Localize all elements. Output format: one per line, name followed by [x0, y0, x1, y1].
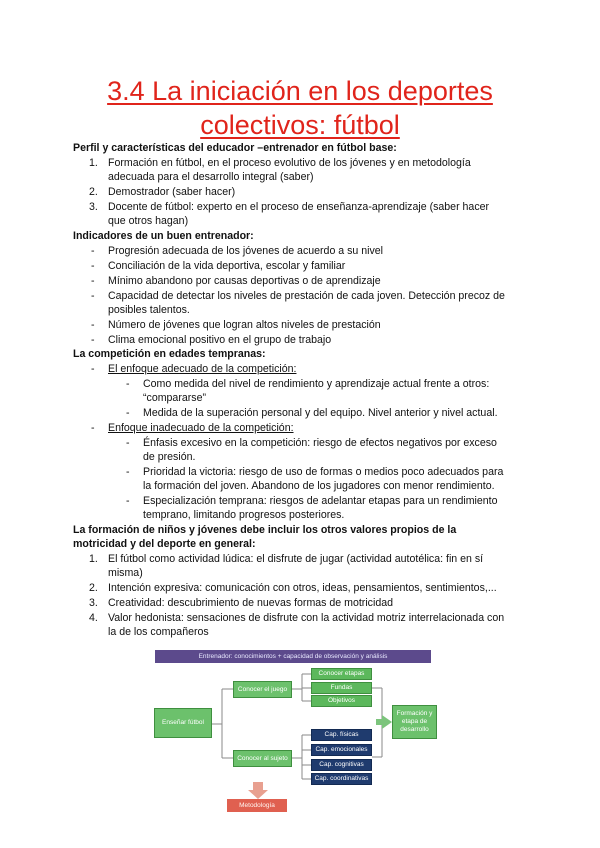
diagram-mid-bottom-box: Conocer al sujeto: [233, 750, 292, 767]
page-title-line-2: colectivos: fútbol: [200, 110, 400, 140]
dash-bullet: -: [91, 334, 95, 346]
list-number: 3.: [89, 201, 98, 213]
list-number: 2.: [89, 582, 98, 594]
diagram-left-box: Enseñar fútbol: [154, 708, 212, 738]
diagram-bottom-box: Metodología: [227, 799, 287, 812]
list-item-text: Énfasis excesivo en la competición: riesgo de efectos negativos por exceso: [143, 437, 497, 449]
arrow-to-right-icon: [376, 715, 392, 729]
list-item-text: Docente de fútbol: experto en el proceso de enseñanza-aprendizaje (saber hacer: [108, 201, 490, 213]
dash-bullet: -: [126, 466, 130, 478]
list-number: 3.: [89, 597, 98, 609]
list-number: 4.: [89, 612, 98, 624]
list-item-text: Como medida del nivel de rendimiento y aprendizaje actual frente a otros:: [143, 378, 490, 390]
list-item-text: posibles talentos.: [108, 304, 190, 316]
list-item-text: Número de jóvenes que logran altos niveles de prestación: [108, 319, 381, 331]
list-item-text: Capacidad de detectar los niveles de prestación de cada joven. Detección precoz de: [108, 290, 505, 302]
group-label: El enfoque adecuado de la competición:: [108, 363, 297, 375]
section4-heading: La formación de niños y jóvenes debe incluir los otros valores propios de la: [73, 524, 457, 536]
arrow-down-icon: [248, 782, 268, 799]
list-item-text: misma): [108, 567, 143, 579]
list-item-text: la formación del joven. Abandono de los jugadores con menor rendimiento.: [143, 480, 495, 492]
dash-bullet: -: [126, 378, 130, 390]
section1-heading: Perfil y características del educador –entrenador en fútbol base:: [73, 142, 397, 154]
list-item-text: “compararse”: [143, 392, 206, 404]
list-item-text: Conciliación de la vida deportiva, escolar y familiar: [108, 260, 346, 272]
dash-bullet: -: [91, 260, 95, 272]
list-item-text: Intención expresiva: comunicación con otros, ideas, pensamientos, sentimientos,...: [108, 582, 497, 594]
list-item-text: Clima emocional positivo en el grupo de trabajo: [108, 334, 332, 346]
list-item-text: temprano, limitando progresos posteriores.: [143, 509, 345, 521]
dash-bullet: -: [126, 407, 130, 419]
list-item-text: Formación en fútbol, en el proceso evolutivo de los jóvenes y en metodología: [108, 157, 471, 169]
section2-heading: Indicadores de un buen entrenador:: [73, 230, 254, 242]
list-item-text: El fútbol como actividad lúdica: el disfrute de jugar (actividad autotélica: fin en sí: [108, 553, 484, 565]
list-item-text: de presión.: [143, 451, 196, 463]
diagram-game-item: Objetivos: [311, 695, 372, 707]
diagram-subject-item: Cap. coordinativas: [311, 773, 372, 785]
list-item-text: la de los compañeros: [108, 626, 209, 638]
group-label: Enfoque inadecuado de la competición:: [108, 422, 294, 434]
diagram-top-banner: Entrenador: conocimientos + capacidad de observación y análisis: [155, 650, 431, 663]
diagram-game-item: Conocer etapas: [311, 668, 372, 680]
page-title-line-1: 3.4 La iniciación en los deportes: [107, 76, 493, 106]
section4-heading: motricidad y del deporte en general:: [73, 538, 256, 550]
list-item-text: Medida de la superación personal y del equipo. Nivel anterior y nivel actual.: [143, 407, 498, 419]
list-item-text: Creatividad: descubrimiento de nuevas formas de motricidad: [108, 597, 393, 609]
dash-bullet: -: [91, 245, 95, 257]
list-item-text: Progresión adecuada de los jóvenes de acuerdo a su nivel: [108, 245, 384, 257]
diagram-subject-item: Cap. cognitivas: [311, 759, 372, 771]
list-item-text: Especialización temprana: riesgos de adelantar etapas para un rendimiento: [143, 495, 498, 507]
dash-bullet: -: [91, 363, 95, 375]
list-item-text: Mínimo abandono por causas deportivas o de aprendizaje: [108, 275, 381, 287]
list-item-text: Valor hedonista: sensaciones de disfrute con la actividad motriz interrelacionada con: [108, 612, 505, 624]
list-number: 1.: [89, 553, 98, 565]
list-item-text: Prioridad la victoria: riesgo de uso de formas o medios poco adecuados para: [143, 466, 504, 478]
diagram-mid-top-box: Conocer el juego: [233, 681, 292, 698]
dash-bullet: -: [91, 319, 95, 331]
dash-bullet: -: [91, 422, 95, 434]
list-number: 2.: [89, 186, 98, 198]
list-item-text: Demostrador (saber hacer): [108, 186, 236, 198]
diagram-subject-item: Cap. físicas: [311, 729, 372, 741]
list-number: 1.: [89, 157, 98, 169]
diagram-game-item: Fundas: [311, 682, 372, 694]
dash-bullet: -: [126, 495, 130, 507]
dash-bullet: -: [91, 290, 95, 302]
diagram-right-box: Formación y etapa de desarrollo: [392, 705, 437, 739]
list-item-text: que otros hagan): [108, 215, 189, 227]
dash-bullet: -: [126, 437, 130, 449]
diagram-subject-item: Cap. emocionales: [311, 744, 372, 756]
section3-heading: La competición en edades tempranas:: [73, 348, 266, 360]
dash-bullet: -: [91, 275, 95, 287]
list-item-text: adecuada para el desarrollo integral (saber): [108, 171, 314, 183]
